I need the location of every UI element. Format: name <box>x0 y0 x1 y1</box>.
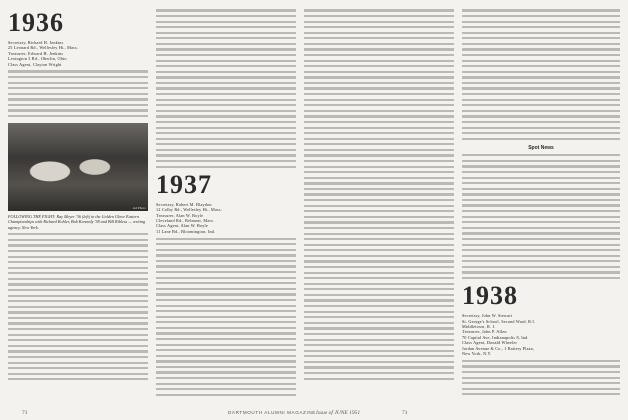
body-text-block <box>8 70 148 117</box>
body-text-block <box>462 9 620 139</box>
body-text-block <box>462 360 620 396</box>
treasurer-line: Treasurer, Edward H. Jenkins <box>8 50 64 56</box>
secretary-line: Secretary, Richard H. Jenkins <box>8 40 64 45</box>
page-number-left: 71 <box>22 410 28 416</box>
magazine-page <box>8 6 620 414</box>
treasurer-line: Treasurer, John P. Allen <box>462 329 507 335</box>
body-text-block <box>462 154 620 279</box>
class-year-heading: 1937 <box>156 169 212 199</box>
issue-label: Issue of JUNE 1951 <box>316 410 361 416</box>
column-4 <box>462 6 620 396</box>
class-photo <box>8 123 148 211</box>
class-agent-line: Class Agent, Alan W. Boyle <box>156 223 208 229</box>
page-number-right: 71 <box>402 410 408 416</box>
body-text-block <box>156 238 296 396</box>
address-line: 11 Lane Rd., Bloomington, Ind. <box>156 228 216 234</box>
photo-caption: FOLLOWING THE FIGHT: Ray Meyer '36 (left) in the Golden Glove Eastern Championships with Richard Kohler, Bob Kennedy '38 and Bill Ribless — writing agency, New York. <box>8 214 146 230</box>
column-2 <box>156 6 296 396</box>
class-agent-line: Class Agent, Donald Wheeler <box>462 340 518 346</box>
secretary-line: Secretary, John W. Stewart <box>462 313 513 319</box>
column-3 <box>304 6 454 396</box>
address-line: Lexington 3 Rd., Oberlin, Ohio <box>8 56 67 62</box>
class-year-heading: 1938 <box>462 281 518 311</box>
treasurer-line: Treasurer, Alan W. Boyle <box>156 212 204 218</box>
address-line: Middletown, R. I. <box>462 323 496 329</box>
class-agent-line: Class Agent, Clayton Wright <box>8 61 62 67</box>
address-line: Jordan Avenue & Co., 1 Battery Plaza, <box>462 345 535 351</box>
magazine-name: DARTMOUTH ALUMNI MAGAZINE <box>228 410 316 415</box>
photo-credit: Ad Photo <box>132 206 146 211</box>
body-text-block <box>8 233 148 380</box>
class-year-heading: 1936 <box>8 8 64 37</box>
section-subhead: Spot News <box>528 144 554 151</box>
column-1 <box>8 6 148 396</box>
address-line: 25 Leonard Rd., Wellesley Hi., Mass. <box>8 45 79 51</box>
address-line: 70 Capital Ave, Indianapolis 8, Ind. <box>462 334 529 340</box>
body-text-block <box>156 9 296 167</box>
address-line: New York, N.Y. <box>462 351 492 357</box>
address-line: St. George's School, Second Ward, R.I. <box>462 318 536 324</box>
address-line: 12 Colby Rd., Wellesley Hi., Mass. <box>156 207 222 213</box>
secretary-line: Secretary, Robert M. Blaydon <box>156 201 212 207</box>
address-line: Cleveland Rd., Belmont, Mass. <box>156 217 215 223</box>
body-text-block <box>304 9 454 379</box>
